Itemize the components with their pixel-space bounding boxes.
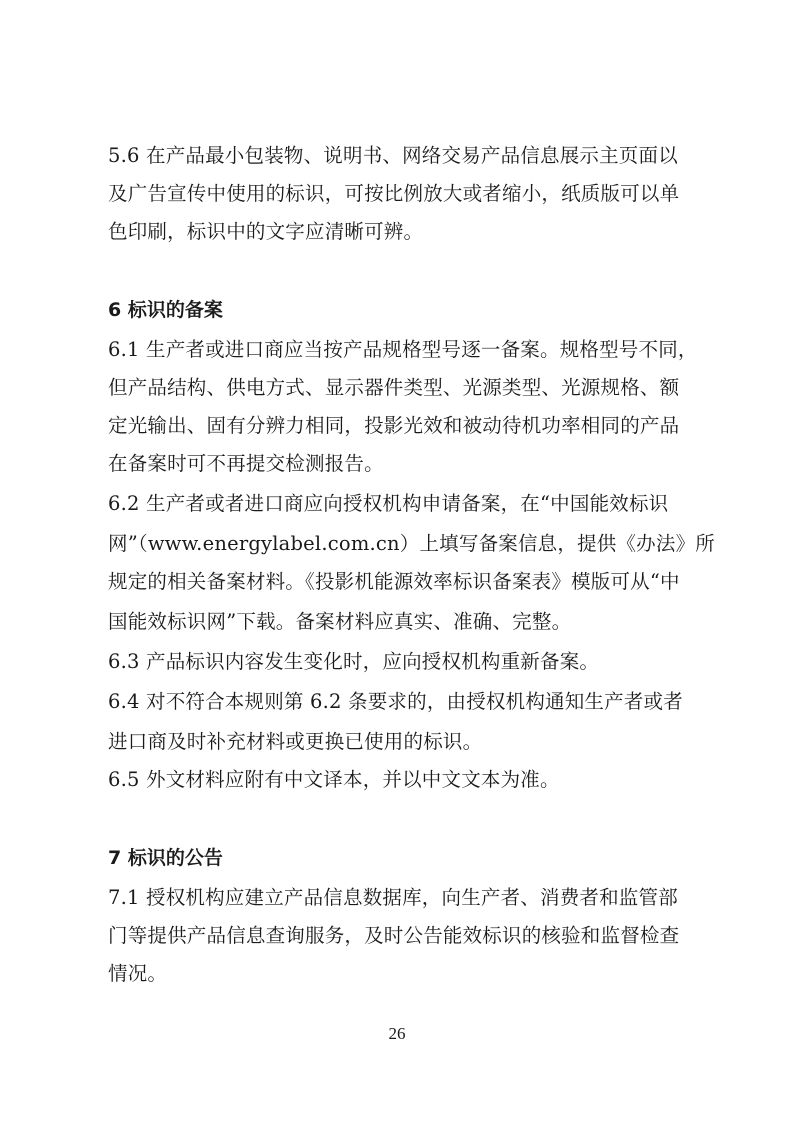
paragraph-7-1-line-1: 7.1 授权机构应建立产品信息数据库，向生产者、消费者和监管部 [108,886,678,909]
paragraph-6-4-line-1: 6.4 对不符合本规则第 6.2 条要求的，由授权机构通知生产者或者 [108,690,683,713]
paragraph-6-4-line-2: 进口商及时补充材料或更换已使用的标识。 [108,730,483,753]
paragraph-6-1-line-4: 在备案时可不再提交检测报告。 [108,452,384,475]
paragraph-6-2-line-1: 6.2 生产者或者进口商应向授权机构申请备案，在“中国能效标识 [108,492,669,515]
section-6-heading: 6 标识的备案 [108,299,223,321]
paragraph-6-2-line-4: 国能效标识网”下载。备案材料应真实、准确、完整。 [108,610,572,633]
paragraph-5-6-line-1: 5.6 在产品最小包装物、说明书、网络交易产品信息展示主页面以 [108,144,678,167]
paragraph-6-1-line-3: 定光输出、固有分辨力相同，投影光效和被动待机功率相同的产品 [108,414,680,437]
paragraph-6-1-line-2: 但产品结构、供电方式、显示器件类型、光源类型、光源规格、额 [108,376,680,399]
paragraph-6-1-line-1: 6.1 生产者或进口商应当按产品规格型号逐一备案。规格型号不同， [108,338,698,361]
paragraph-5-6-line-3: 色印刷，标识中的文字应清晰可辨。 [108,220,424,243]
paragraph-7-1-line-2: 门等提供产品信息查询服务，及时公告能效标识的核验和监督检查 [108,924,680,947]
paragraph-6-2-line-2: 网”（www.energylabel.com.cn）上填写备案信息，提供《办法》所 [108,532,715,555]
paragraph-6-5-line-1: 6.5 外文材料应附有中文译本，并以中文文本为准。 [108,768,560,791]
section-7-heading: 7 标识的公告 [108,847,223,869]
page-number: 26 [388,1024,406,1043]
paragraph-6-2-line-3: 规定的相关备案材料。《投影机能源效率标识备案表》模版可从“中 [108,570,680,593]
paragraph-6-3-line-1: 6.3 产品标识内容发生变化时，应向授权机构重新备案。 [108,650,600,673]
paragraph-7-1-line-3: 情况。 [108,962,168,985]
paragraph-5-6-line-2: 及广告宣传中使用的标识，可按比例放大或者缩小，纸质版可以单 [108,182,680,205]
